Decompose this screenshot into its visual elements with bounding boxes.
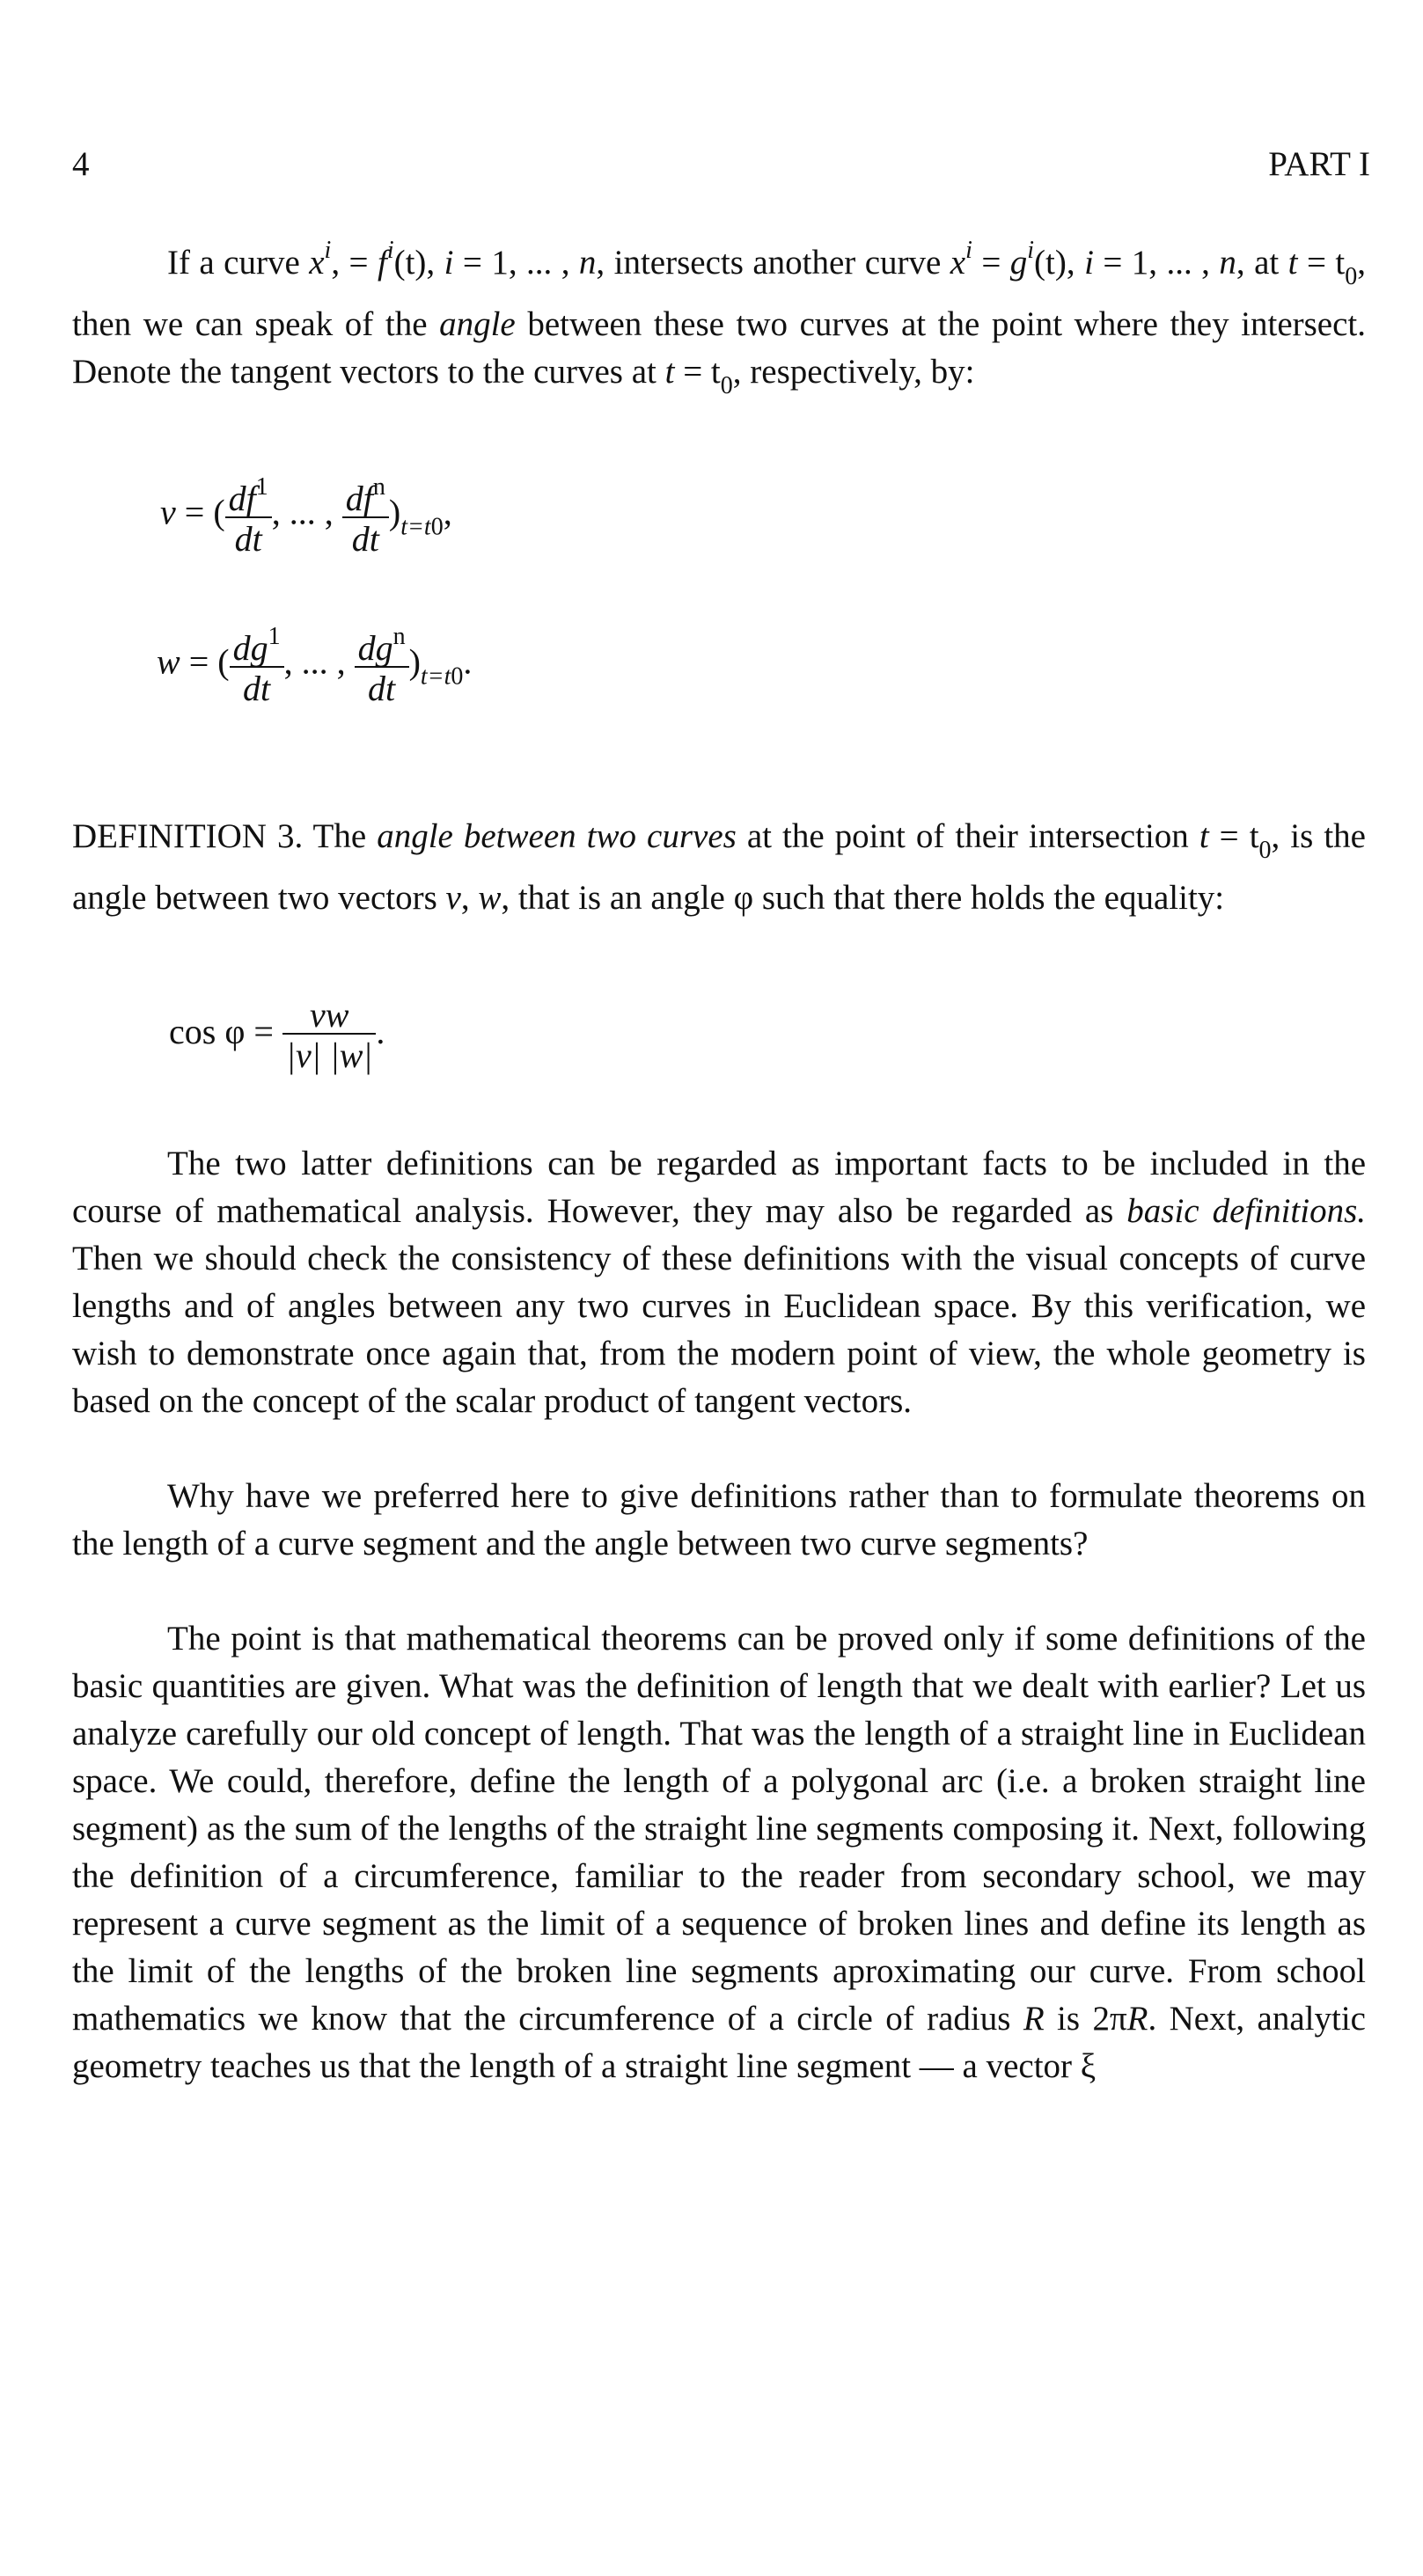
equation-w: w = ( $\frac{dg^1}{dt}$ , ... , $\frac{dg^n}{dt}$ )$_{t=t0}$. bbox=[157, 623, 473, 708]
page-header bbox=[72, 141, 1370, 188]
part-label: PART I bbox=[1268, 145, 1370, 183]
equation-cos: cos φ = $\frac{vw}{|v| |w|}$ . bbox=[169, 995, 385, 1075]
page-number: 4 bbox=[72, 145, 90, 183]
definition-3: DEFINITION 3. The angle between two curves at the point of their intersection $t = t_0$, is the angle between two vectors v, w, that is an angle φ such that there holds the equality: bbox=[72, 817, 1366, 917]
paragraph-why-definitions: Why have we preferred here to give definitions rather than to formulate theorems on the length of a curve segment and the angle between two curve segments? bbox=[72, 1477, 1366, 1562]
paragraph-latter-definitions: The two latter definitions can be regarded as important facts to be included in the course of mathematical analysis. However, they may also be regarded as basic definitions. Then we should check the consistency of these definitions with the visual concepts of curve lengths and of angles between any two curves in Euclidean space. By this verification, we wish to demonstrate once again that, from the modern point of view, the whole geometry is based on the concept of the scalar product of tangent vectors. bbox=[72, 1145, 1366, 1420]
equation-v: v = ( $\frac{df^1}{dt}$ , ... , $\frac{df^n}{dt}$ )$_{t=t0}$, bbox=[160, 473, 452, 559]
paragraph-curves-intersect: If a curve $x^i$, = $f^i(t)$, i = 1, ... , n, intersects another curve $x^i = g^i(t)$, i = 1, ... , n, at $t = t_0$, then we can speak of the angle between these two curves at the point where they intersect. Denote the tangent vectors to the curves at $t = t_0$, respectively, by: bbox=[72, 237, 1367, 399]
paragraph-length-concept: The point is that mathematical theorems can be proved only if some definitions of the basic quantities are given. What was the definition of length that we dealt with earlier? Let us analyze carefully our old concept of length. That was the length of a straight line in Euclidean space. We could, therefore, define the length of a polygonal arc (i.e. a broken straight line segment) as the sum of the lengths of the straight line segments composing it. Next, following the definition of a circumference, familiar to the reader from secondary school, we may represent a curve segment as the limit of a sequence of broken lines and define its length as the limit of the lengths of the broken line segments aproximating our curve. From school mathematics we know that the circumference of a circle of radius R is 2πR. Next, analytic geometry teaches us that the length of a straight line segment — a vector ξ bbox=[72, 1620, 1366, 2085]
